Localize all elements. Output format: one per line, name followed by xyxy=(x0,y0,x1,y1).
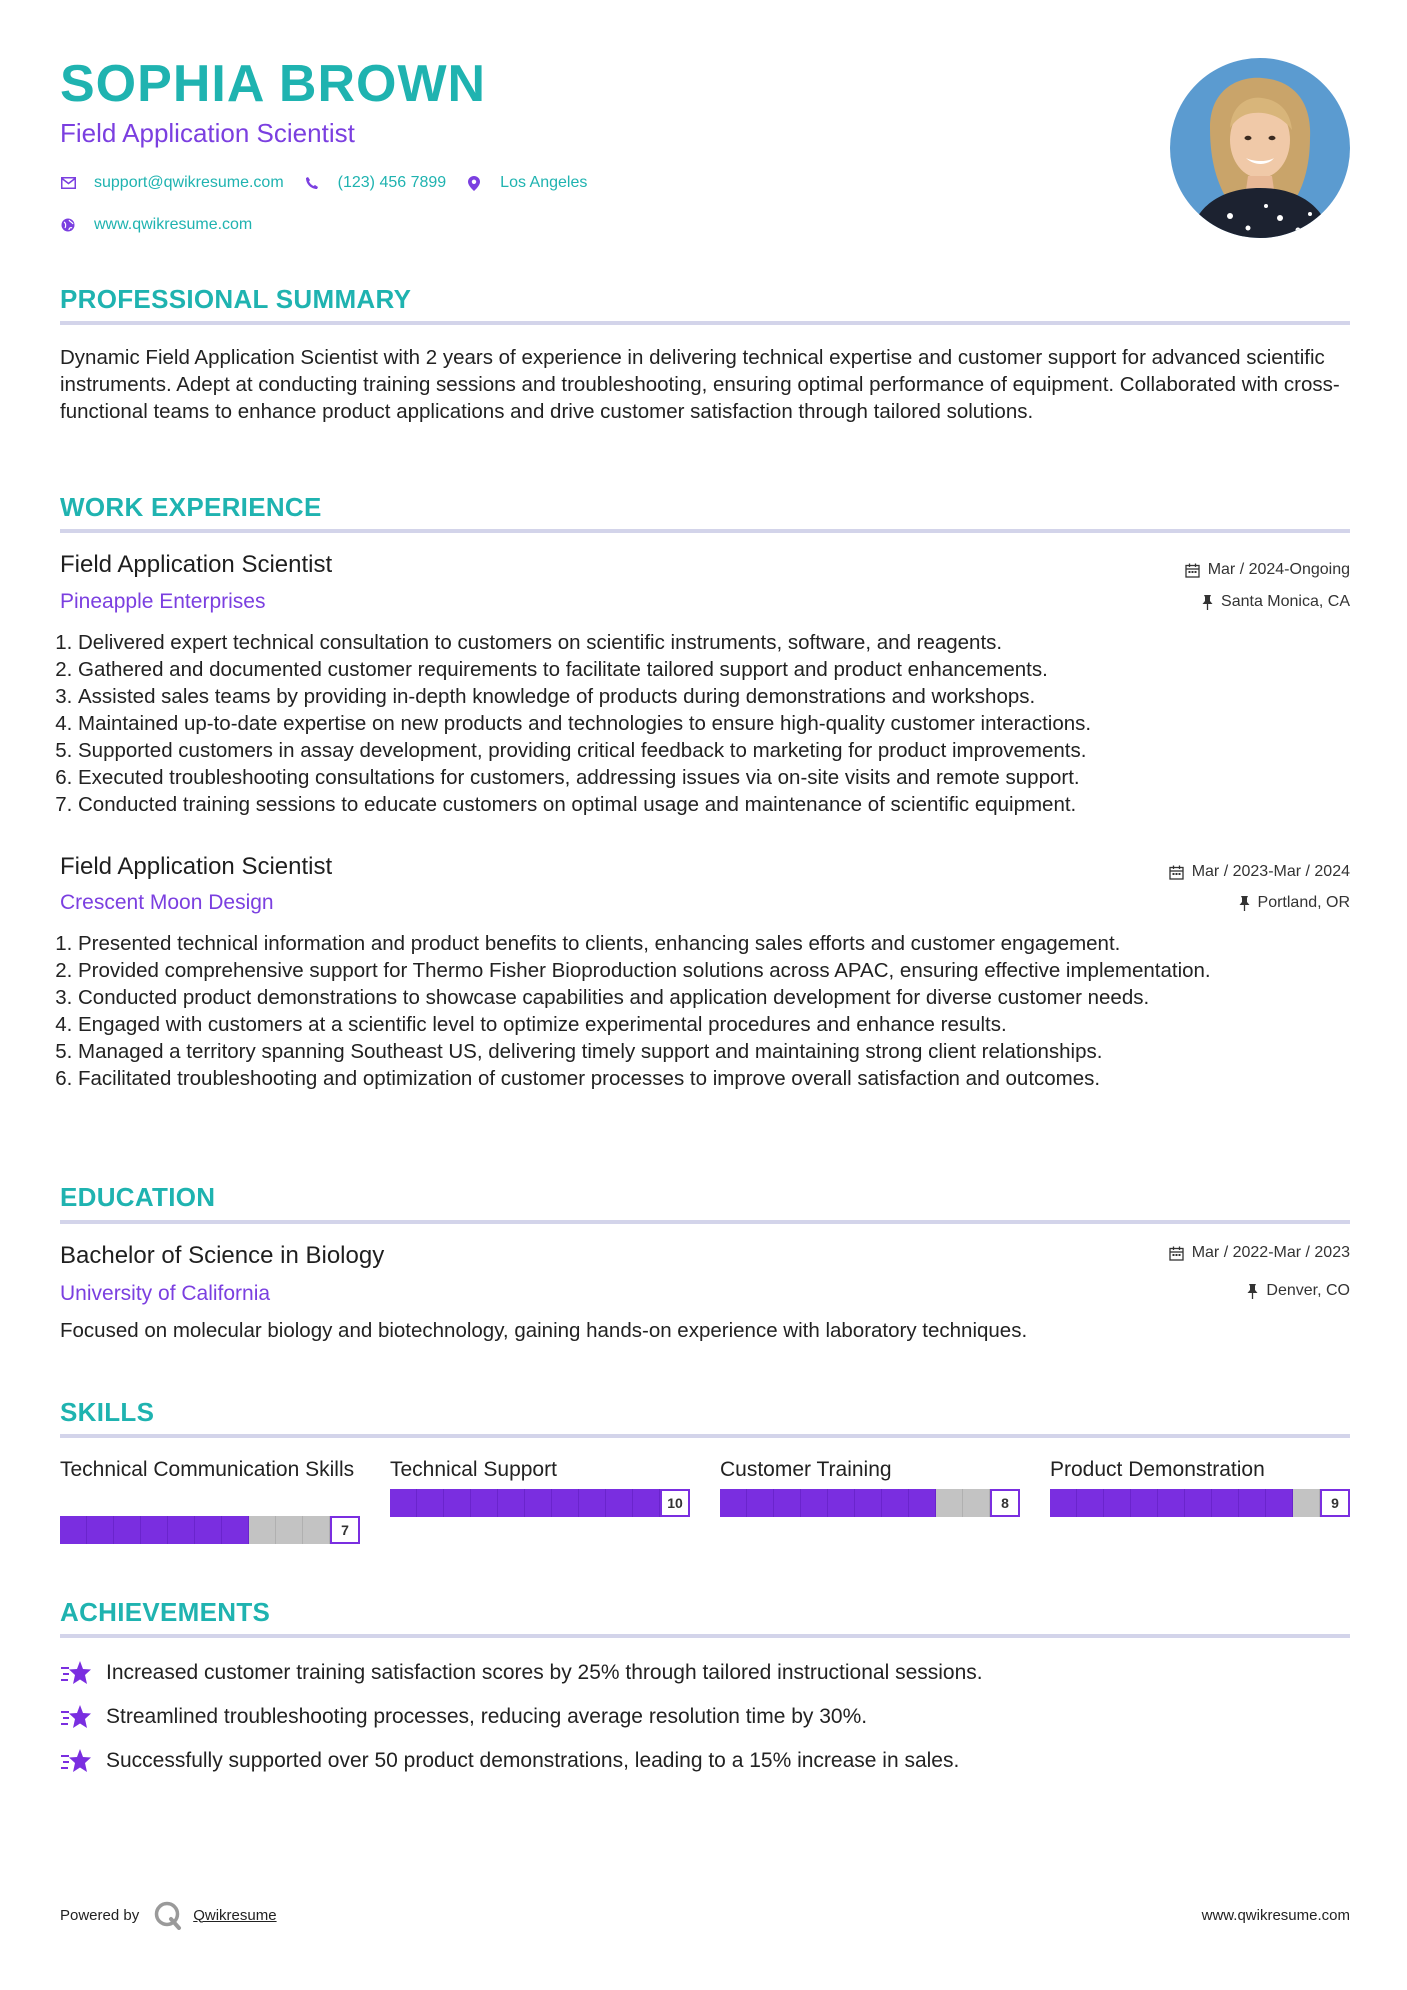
skill-score-badge: 10 xyxy=(660,1489,690,1517)
skill-segment-filled xyxy=(1212,1489,1239,1517)
powered-by-label: Powered by xyxy=(60,1906,140,1924)
skill-segment-filled xyxy=(1158,1489,1185,1517)
bullet-item: 4. Maintained up-to-date expertise on new products and technologies to ensure high-quality customer interactions. xyxy=(78,710,1368,737)
skill-item xyxy=(720,1456,1020,1511)
candidate-name: SOPHIA BROWN xyxy=(60,55,487,113)
degree-title: Bachelor of Science in Biology xyxy=(60,1242,385,1269)
resume-page xyxy=(60,0,1350,1990)
skill-segment-filled xyxy=(87,1516,114,1544)
skill-segment-filled xyxy=(855,1489,882,1517)
skill-segment-filled xyxy=(1131,1489,1158,1517)
achievement-text: Successfully supported over 50 product demonstrations, leading to a 15% increase in sales. xyxy=(106,1749,960,1772)
bullet-item: 3. Assisted sales teams by providing in-depth knowledge of products during demonstrations and workshops. xyxy=(78,683,1368,710)
profile-photo xyxy=(1170,58,1350,238)
skill-segment-filled xyxy=(1050,1489,1077,1517)
qwikresume-logo-icon xyxy=(153,1900,183,1930)
job-dates-text: Mar / 2024-Ongoing xyxy=(1207,561,1350,578)
skill-segment-filled xyxy=(774,1489,801,1517)
job-location xyxy=(1239,895,1350,911)
skill-segment-filled xyxy=(909,1489,936,1517)
bullet-item: 2. Gathered and documented customer requirements to facilitate tailored support and product enhancements. xyxy=(78,656,1368,683)
skill-segment-filled xyxy=(882,1489,909,1517)
email-icon xyxy=(60,175,76,191)
skill-segment-filled xyxy=(390,1489,417,1517)
calendar-icon xyxy=(1169,1246,1184,1261)
skill-segment-filled xyxy=(606,1489,633,1517)
phone-number[interactable]: (123) 456 7899 xyxy=(337,174,447,191)
skill-segment-empty xyxy=(249,1516,276,1544)
bullet-item: 6. Executed troubleshooting consultations for customers, addressing issues via on-site visits and remote support. xyxy=(78,764,1368,791)
job-dates-text: Mar / 2023-Mar / 2024 xyxy=(1191,863,1350,880)
skill-item xyxy=(390,1456,690,1511)
skill-item xyxy=(1050,1456,1350,1511)
shooting-star-icon xyxy=(60,1748,92,1774)
school-name: University of California xyxy=(60,1282,271,1305)
bullet-item: 1. Presented technical information and product benefits to clients, enhancing sales efforts and customer engagement. xyxy=(78,930,1368,957)
qwikresume-link[interactable]: Qwikresume xyxy=(193,1906,277,1924)
calendar-icon xyxy=(1185,563,1200,578)
footer-powered-by xyxy=(60,1900,277,1930)
bullet-item: 7. Conducted training sessions to educate customers on optimal usage and maintenance of scientific equipment. xyxy=(78,791,1368,818)
skill-name: Product Demonstration xyxy=(1050,1458,1265,1481)
skill-segment-filled xyxy=(1266,1489,1293,1517)
job-dates xyxy=(1169,864,1350,880)
globe-icon xyxy=(60,217,76,233)
skill-segment-filled xyxy=(633,1489,660,1517)
skill-segment-filled xyxy=(525,1489,552,1517)
skill-segment-filled xyxy=(747,1489,774,1517)
skill-rating-bar xyxy=(390,1489,690,1517)
job-location-text: Portland, OR xyxy=(1257,894,1350,911)
skill-item xyxy=(60,1456,360,1538)
section-divider xyxy=(60,529,1350,533)
job-location xyxy=(1202,594,1350,610)
bullet-item: 5. Managed a territory spanning Southeast US, delivering timely support and maintaining strong client relationships. xyxy=(78,1038,1368,1065)
section-divider xyxy=(60,321,1350,325)
skill-segment-filled xyxy=(801,1489,828,1517)
bullet-item: 2. Provided comprehensive support for Thermo Fisher Bioproduction solutions across APAC, ensuring effective implementation. xyxy=(78,957,1368,984)
location-text: Los Angeles xyxy=(500,174,588,191)
section-divider xyxy=(60,1634,1350,1638)
phone-icon xyxy=(304,175,320,191)
achievement-item xyxy=(60,1660,983,1686)
job-bullets xyxy=(60,930,1368,1092)
pin-icon xyxy=(1202,595,1213,610)
email-link[interactable]: support@qwikresume.com xyxy=(94,174,284,191)
education-dates-text: Mar / 2022-Mar / 2023 xyxy=(1191,1244,1350,1261)
footer-url[interactable]: www.qwikresume.com xyxy=(1201,1907,1350,1924)
skill-segment-filled xyxy=(60,1516,87,1544)
skill-segment-filled xyxy=(168,1516,195,1544)
skill-rating-bar xyxy=(60,1516,360,1544)
skill-score-badge: 7 xyxy=(330,1516,360,1544)
summary-text: Dynamic Field Application Scientist with 2 years of experience in delivering technical expertise and customer support for advanced scientific instruments. Adept at conducting training sessions and troubleshooting, ensuring optimal performance of equipment. Collaborated with cross-functional teams to enhance product applications and drive customer satisfaction through tailored solutions. xyxy=(60,346,1340,423)
pin-icon xyxy=(1239,896,1250,911)
education-heading: EDUCATION xyxy=(60,1182,216,1212)
skill-segment-filled xyxy=(1104,1489,1131,1517)
section-divider xyxy=(60,1220,1350,1224)
education-dates xyxy=(1169,1245,1350,1261)
job-dates xyxy=(1185,562,1350,578)
job-title: Field Application Scientist xyxy=(60,853,333,880)
skill-segment-filled xyxy=(579,1489,606,1517)
job-bullets xyxy=(60,629,1368,818)
section-divider xyxy=(60,1434,1350,1438)
skill-segment-filled xyxy=(498,1489,525,1517)
bullet-item: 4. Engaged with customers at a scientific level to optimize experimental procedures and enhance results. xyxy=(78,1011,1368,1038)
calendar-icon xyxy=(1169,865,1184,880)
skill-score-badge: 9 xyxy=(1320,1489,1350,1517)
job-location-text: Santa Monica, CA xyxy=(1221,593,1350,610)
achievement-item xyxy=(60,1748,959,1774)
skill-segment-empty xyxy=(936,1489,963,1517)
education-location-text: Denver, CO xyxy=(1266,1282,1350,1299)
skill-segment-filled xyxy=(720,1489,747,1517)
skill-segment-empty xyxy=(303,1516,330,1544)
candidate-title: Field Application Scientist xyxy=(60,118,355,148)
skill-segment-filled xyxy=(114,1516,141,1544)
skill-segment-filled xyxy=(471,1489,498,1517)
shooting-star-icon xyxy=(60,1704,92,1730)
skill-segment-filled xyxy=(1077,1489,1104,1517)
achievement-text: Streamlined troubleshooting processes, reducing average resolution time by 30%. xyxy=(106,1705,868,1728)
skill-name: Technical Support xyxy=(390,1458,557,1481)
achievements-heading: ACHIEVEMENTS xyxy=(60,1597,271,1627)
skill-segment-filled xyxy=(195,1516,222,1544)
skill-name: Customer Training xyxy=(720,1458,892,1481)
website-link[interactable]: www.qwikresume.com xyxy=(94,216,253,233)
shooting-star-icon xyxy=(60,1660,92,1686)
job-company: Pineapple Enterprises xyxy=(60,590,266,613)
skill-segment-empty xyxy=(276,1516,303,1544)
bullet-item: 3. Conducted product demonstrations to showcase capabilities and application development for diverse customer needs. xyxy=(78,984,1368,1011)
pin-icon xyxy=(1247,1284,1258,1299)
achievement-item xyxy=(60,1704,867,1730)
bullet-item: 5. Supported customers in assay development, providing critical feedback to marketing for product improvements. xyxy=(78,737,1368,764)
skill-name: Technical Communication Skills xyxy=(60,1458,355,1481)
skill-score-badge: 8 xyxy=(990,1489,1020,1517)
contact-row-secondary xyxy=(60,216,272,234)
bullet-item: 6. Facilitated troubleshooting and optimization of customer processes to improve overall satisfaction and outcomes. xyxy=(78,1065,1368,1092)
experience-heading: WORK EXPERIENCE xyxy=(60,492,322,522)
skill-segment-empty xyxy=(963,1489,990,1517)
skill-segment-filled xyxy=(828,1489,855,1517)
skill-segment-empty xyxy=(1293,1489,1320,1517)
location-pin-icon xyxy=(466,175,482,191)
skill-segment-filled xyxy=(417,1489,444,1517)
job-company: Crescent Moon Design xyxy=(60,891,274,914)
skill-segment-filled xyxy=(1239,1489,1266,1517)
skill-segment-filled xyxy=(444,1489,471,1517)
education-description: Focused on molecular biology and biotechnology, gaining hands-on experience with laboratory techniques. xyxy=(60,1319,1028,1342)
job-title: Field Application Scientist xyxy=(60,551,333,578)
bullet-item: 1. Delivered expert technical consultation to customers on scientific instruments, software, and reagents. xyxy=(78,629,1368,656)
achievement-text: Increased customer training satisfaction scores by 25% through tailored instructional sessions. xyxy=(106,1661,983,1684)
skill-segment-filled xyxy=(222,1516,249,1544)
skill-rating-bar xyxy=(720,1489,1020,1517)
summary-heading: PROFESSIONAL SUMMARY xyxy=(60,284,412,314)
skill-segment-filled xyxy=(141,1516,168,1544)
skill-rating-bar xyxy=(1050,1489,1350,1517)
skills-heading: SKILLS xyxy=(60,1397,155,1427)
contact-row-primary xyxy=(60,174,607,192)
education-location xyxy=(1247,1283,1350,1299)
skill-segment-filled xyxy=(552,1489,579,1517)
skill-segment-filled xyxy=(1185,1489,1212,1517)
